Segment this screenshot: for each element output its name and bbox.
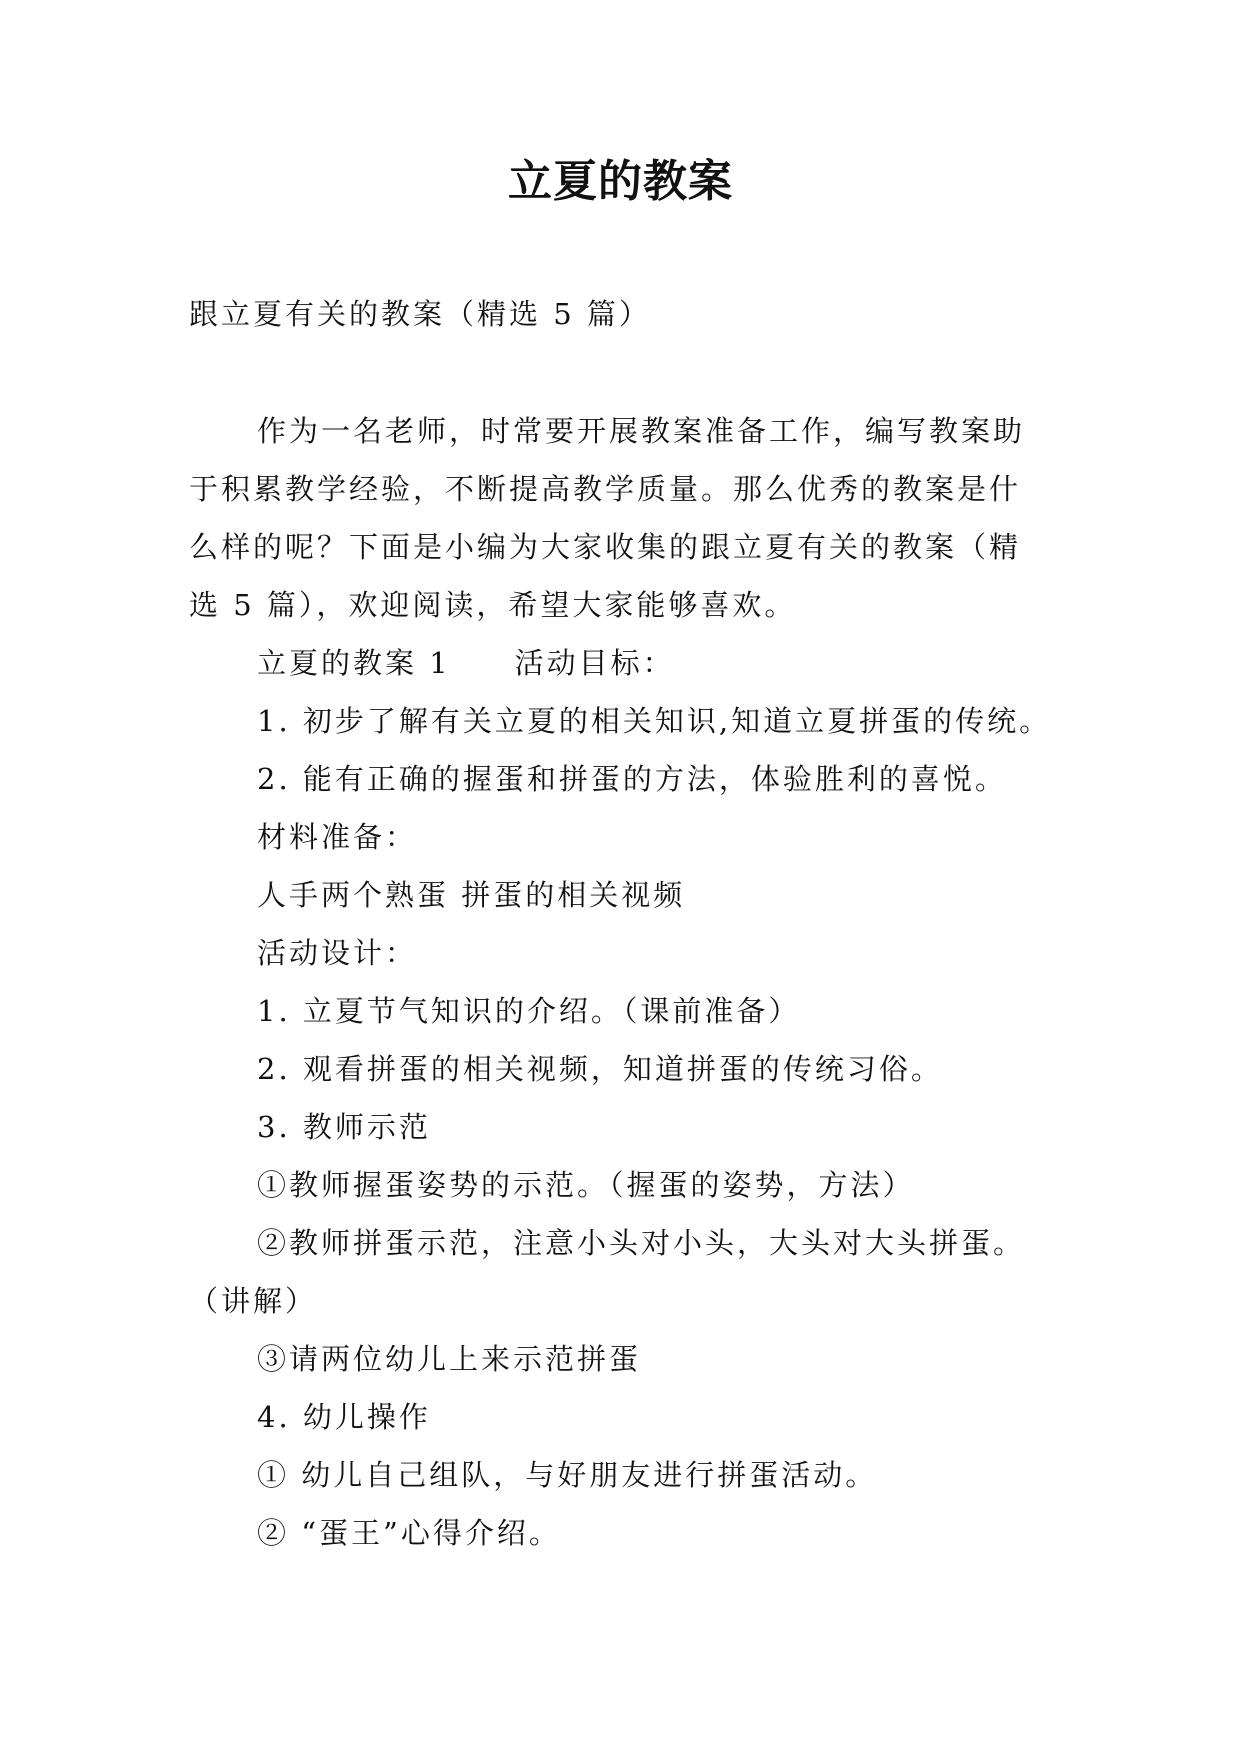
document-subtitle: 跟立夏有关的教案（精选 5 篇） bbox=[189, 297, 651, 331]
page-title: 立夏的教案 bbox=[508, 156, 733, 207]
operation-item-1: ① 幼儿自己组队，与好朋友进行拼蛋活动。 bbox=[257, 1458, 878, 1492]
intro-line-4: 选 5 篇），欢迎阅读，希望大家能够喜欢。 bbox=[189, 588, 797, 622]
operation-item-2: ② “蛋王”心得介绍。 bbox=[257, 1516, 561, 1550]
intro-line-3: 么样的呢？下面是小编为大家收集的跟立夏有关的教案（精 bbox=[189, 530, 1022, 564]
intro-line-2: 于积累教学经验，不断提高教学质量。那么优秀的教案是什 bbox=[189, 472, 1022, 506]
materials-heading: 材料准备： bbox=[257, 820, 418, 854]
demo-item-2: ②教师拼蛋示范，注意小头对小头，大头对大头拼蛋。 bbox=[257, 1226, 1026, 1260]
goal-item-1: 1. 初步了解有关立夏的相关知识,知道立夏拼蛋的传统。 bbox=[257, 704, 1052, 738]
demo-item-3: ③请两位幼儿上来示范拼蛋 bbox=[257, 1342, 642, 1376]
demo-item-1: ①教师握蛋姿势的示范。（握蛋的姿势，方法） bbox=[257, 1168, 915, 1202]
materials-text: 人手两个熟蛋 拼蛋的相关视频 bbox=[257, 878, 686, 912]
design-step-3: 3. 教师示范 bbox=[257, 1110, 431, 1144]
demo-item-2-continued: （讲解） bbox=[189, 1284, 318, 1318]
intro-line-1: 作为一名老师，时常要开展教案准备工作，编写教案助 bbox=[257, 414, 1026, 448]
design-step-4: 4. 幼儿操作 bbox=[257, 1400, 431, 1434]
design-step-2: 2. 观看拼蛋的相关视频，知道拼蛋的传统习俗。 bbox=[257, 1052, 943, 1086]
design-heading: 活动设计： bbox=[257, 936, 418, 970]
goal-item-2: 2. 能有正确的握蛋和拼蛋的方法，体验胜利的喜悦。 bbox=[257, 762, 1007, 796]
design-step-1: 1. 立夏节气知识的介绍。（课前准备） bbox=[257, 994, 801, 1028]
lesson-heading: 立夏的教案 1 活动目标： bbox=[257, 646, 675, 680]
